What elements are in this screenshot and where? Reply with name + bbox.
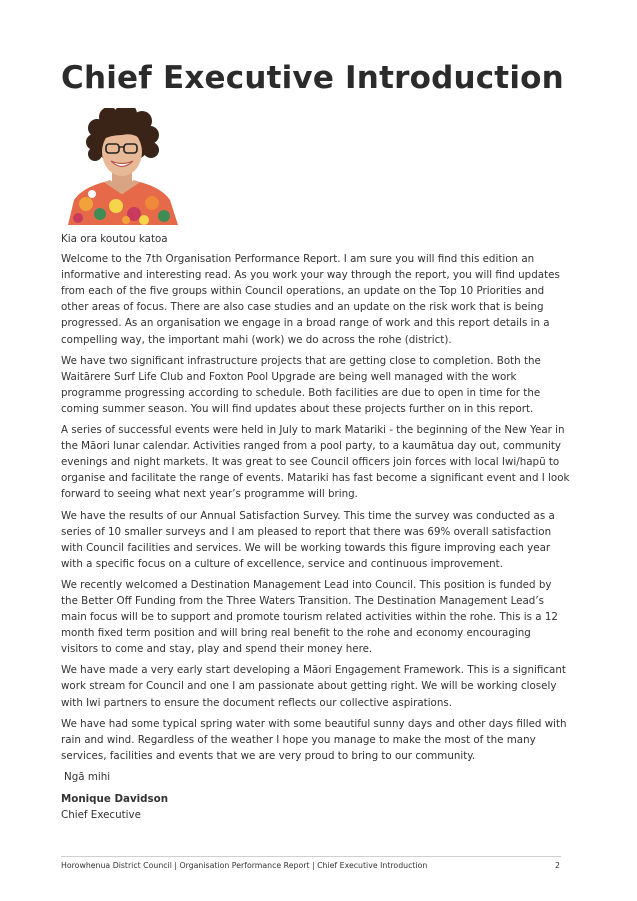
paragraph: We have two significant infrastructure projects that are getting close to completion. Both the Waitārere Surf Life Club and Foxton Pool Upgrade are being well managed with the work programme progressing according to schedule. Both facilities are due to open in time for the coming summer season. You will find updates about these projects further on in this report. bbox=[61, 354, 541, 415]
footer-divider bbox=[61, 856, 561, 857]
introduction-body bbox=[61, 231, 571, 823]
footer-text: Horowhenua District Council | Organisation Performance Report | Chief Executive Introduction bbox=[61, 861, 428, 870]
paragraph: We have had some typical spring water with some beautiful sunny days and other days filled with rain and wind. Regardless of the weather I hope you manage to make the most of the many services, facilities and events that we are very proud to bring to our community. bbox=[61, 717, 567, 762]
signer-title: Chief Executive bbox=[61, 809, 141, 822]
paragraph: A series of successful events were held in July to mark Matariki - the beginning of the New Year in the Māori lunar calendar. Activities ranged from a pool party, to a kaumātua day out, community evenings and night markets. It was great to see Council officers join forces with local Iwi/hapū to organise and facilitate the range of events. Matariki has fast become a significant event and I look forward to seeing what next year’s programme will bring. bbox=[61, 424, 570, 501]
paragraph: We have the results of our Annual Satisfaction Survey. This time the survey was conducted as a series of 10 smaller surveys and I am pleased to report that there was 69% overall satisfaction with Council facilities and services. We will be working towards this figure improving each year with a specific focus on a culture of excellence, service and continuous improvement. bbox=[61, 509, 555, 570]
paragraph: We have made a very early start developing a Māori Engagement Framework. This is a significant work stream for Council and one I am passionate about getting right. We will be working closely with Iwi partners to ensure the document reflects our collective aspirations. bbox=[61, 664, 566, 709]
signature-block bbox=[61, 791, 571, 823]
chief-executive-portrait bbox=[64, 108, 182, 225]
page-number: 2 bbox=[555, 861, 560, 870]
sign-off: Ngā mihi bbox=[64, 770, 111, 783]
greeting: Kia ora koutou katoa bbox=[61, 233, 168, 245]
signer-name: Monique Davidson bbox=[61, 793, 169, 805]
page-title: Chief Executive Introduction bbox=[61, 60, 564, 96]
paragraph: Welcome to the 7th Organisation Performance Report. I am sure you will find this edition an informative and interesting read. As you work your way through the report, you will find updates from each of the five groups within Council operations, an update on the Top 10 Priorities and other areas of focus. There are also case studies and an update on the risk work that is being progressed. As an organisation we engage in a broad range of work and this report details in a compelling way, the important mahi (work) we do across the rohe (district). bbox=[61, 253, 560, 346]
paragraph: We recently welcomed a Destination Management Lead into Council. This position is funded by the Better Off Funding from the Three Waters Transition. The Destination Management Lead’s main focus will be to support and promote tourism related activities within the rohe. This is a 12 month fixed term position and will bring real benefit to the rohe and economy encouraging visitors to come and stay, play and spend their money here. bbox=[61, 578, 558, 656]
